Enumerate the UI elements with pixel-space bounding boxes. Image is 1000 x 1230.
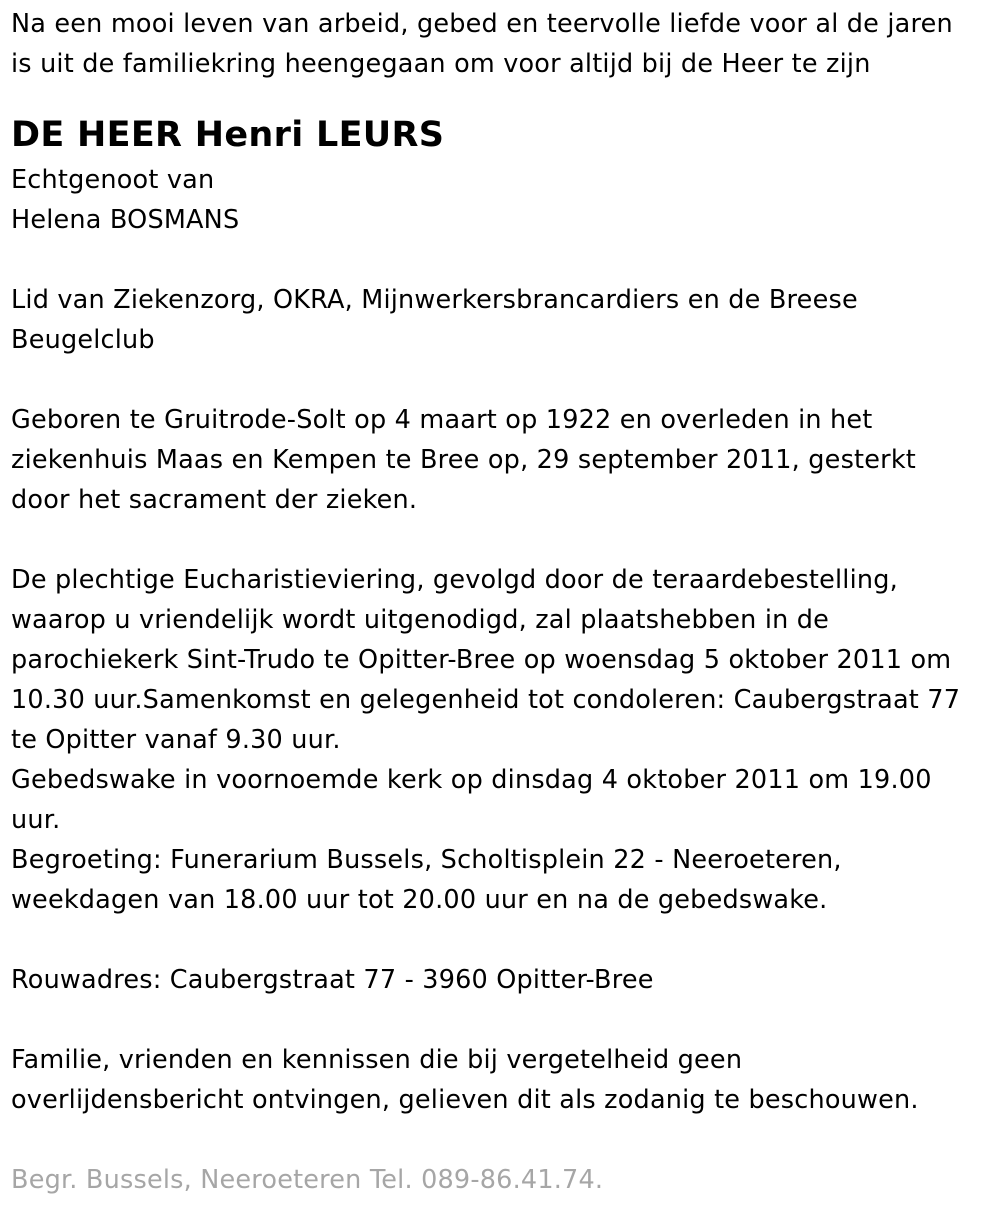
ceremony-line: uur.: [11, 805, 61, 835]
funeral-home-footer: Begr. Bussels, Neeroeteren Tel. 089-86.41.74.: [11, 1165, 604, 1195]
ceremony-line: De plechtige Eucharistieviering, gevolgd door de teraardebestelling,: [11, 565, 898, 595]
spacer: [11, 1120, 1000, 1160]
intro-line: is uit de familiekring heengegaan om voor altijd bij de Heer te zijn: [11, 49, 871, 79]
spacer: [11, 920, 1000, 960]
ceremony-line: 10.30 uur.Samenkomst en gelegenheid tot condoleren: Caubergstraat 77: [11, 685, 961, 715]
ceremony-line: Begroeting: Funerarium Bussels, Scholtisplein 22 - Neeroeteren,: [11, 845, 842, 875]
birth-death-line: door het sacrament der zieken.: [11, 485, 418, 515]
memberships-line: Beugelclub: [11, 325, 155, 355]
deceased-name: DE HEER Henri LEURS: [11, 115, 445, 155]
spouse-name: Helena BOSMANS: [11, 205, 240, 235]
birth-death-line: ziekenhuis Maas en Kempen te Bree op, 29 september 2011, gesterkt: [11, 445, 916, 475]
spouse-block: [11, 160, 1000, 240]
mourning-address: Rouwadres: Caubergstraat 77 - 3960 Opitter-Bree: [11, 965, 654, 995]
ceremony-line: weekdagen van 18.00 uur tot 20.00 uur en na de gebedswake.: [11, 885, 828, 915]
notice-block: [11, 1040, 1000, 1120]
birth-death-block: [11, 400, 1000, 520]
ceremony-line: waarop u vriendelijk wordt uitgenodigd, zal plaatshebben in de: [11, 605, 830, 635]
notice-line: Familie, vrienden en kennissen die bij vergetelheid geen: [11, 1045, 743, 1075]
spacer: [11, 360, 1000, 400]
ceremony-line: parochiekerk Sint-Trudo te Opitter-Bree op woensdag 5 oktober 2011 om: [11, 645, 952, 675]
spacer: [11, 520, 1000, 560]
spacer: [11, 1000, 1000, 1040]
birth-death-line: Geboren te Gruitrode-Solt op 4 maart op 1922 en overleden in het: [11, 405, 873, 435]
intro-text: [11, 4, 1000, 84]
memberships-line: Lid van Ziekenzorg, OKRA, Mijnwerkersbrancardiers en de Breese: [11, 285, 858, 315]
notice-line: overlijdensbericht ontvingen, gelieven dit als zodanig te beschouwen.: [11, 1085, 919, 1115]
spacer: [11, 240, 1000, 280]
ceremony-line: te Opitter vanaf 9.30 uur.: [11, 725, 341, 755]
spouse-line: Echtgenoot van: [11, 165, 215, 195]
memberships-block: [11, 280, 1000, 360]
ceremony-block: [11, 560, 1000, 920]
intro-line: Na een mooi leven van arbeid, gebed en teervolle liefde voor al de jaren: [11, 9, 953, 39]
ceremony-line: Gebedswake in voornoemde kerk op dinsdag 4 oktober 2011 om 19.00: [11, 765, 932, 795]
